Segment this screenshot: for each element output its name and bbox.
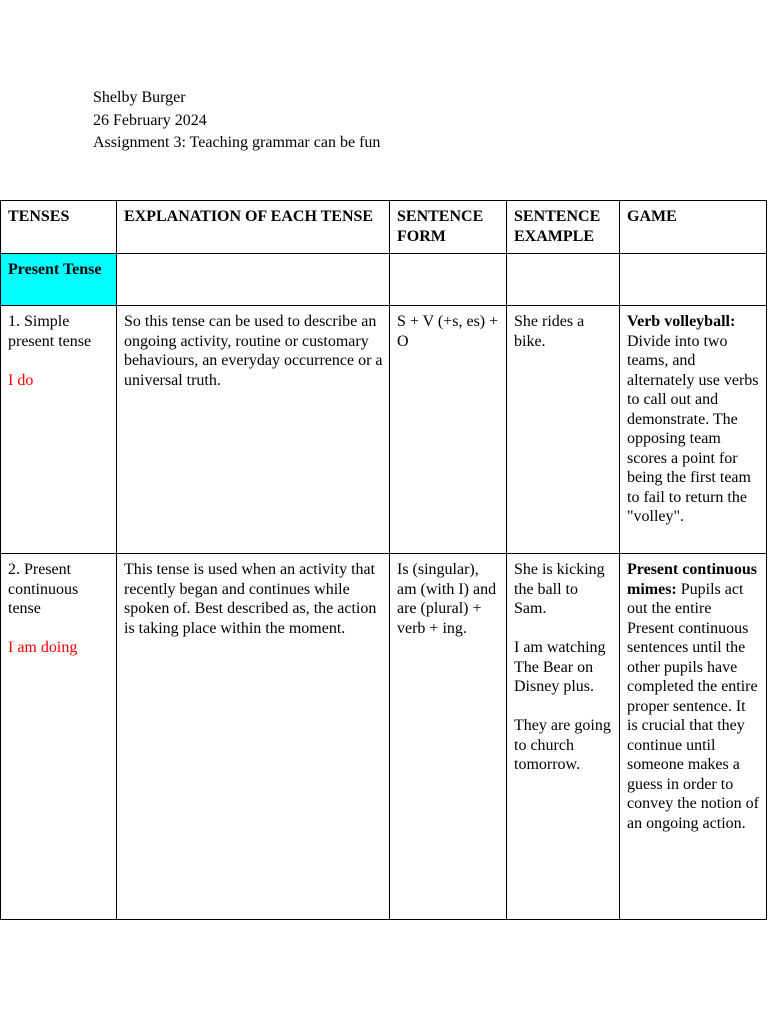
tenses-table	[0, 200, 767, 920]
section-row-present-tense	[1, 254, 767, 306]
sentence-form-cell	[390, 306, 507, 554]
sentence-form: S + V (+s, es) + O	[397, 313, 499, 350]
game-cell	[620, 554, 767, 920]
sentence-example: I am watching The Bear on Disney plus.	[514, 639, 606, 695]
sentence-example: They are going to church tomorrow.	[514, 717, 611, 773]
game-description: Pupils act out the entire Present continuous sentences until the other pupils have completed the entire proper sentence. It is crucial that they continue until someone makes a guess in order to convey the notion of an ongoing action.	[627, 580, 759, 832]
column-header-sentence-form: SENTENCE FORM	[390, 201, 507, 254]
column-header-sentence-example: SENTENCE EXAMPLE	[507, 201, 620, 254]
tense-name: 2. Present continuous tense	[8, 561, 79, 617]
tense-cell	[1, 554, 117, 920]
sentence-form: Is (singular), am (with I) and are (plural) + verb + ing.	[397, 561, 497, 637]
tense-explanation: So this tense can be used to describe an ongoing activity, routine or customary behaviours, an everyday occurrence or a universal truth.	[124, 313, 383, 389]
empty-cell	[620, 254, 767, 306]
table-row	[1, 554, 767, 920]
tense-explanation: This tense is used when an activity that recently began and continues while spoken of. Best described as, the action is taking place within the moment.	[124, 561, 377, 637]
game-title: Present continuous mimes:	[627, 561, 757, 598]
game-description: Divide into two teams, and alternately use verbs to call out and demonstrate. The opposing team scores a point for being the first team to fail to return the "volley".	[627, 332, 759, 525]
sentence-example: She is kicking the ball to Sam.	[514, 561, 605, 617]
document-header	[93, 87, 380, 155]
explanation-cell	[117, 554, 390, 920]
empty-cell	[507, 254, 620, 306]
tense-example: I do	[8, 371, 34, 389]
sentence-form-cell	[390, 554, 507, 920]
tense-example: I am doing	[8, 639, 78, 656]
column-header-game: GAME	[620, 201, 767, 254]
table-header-row	[1, 201, 767, 254]
author-name: Shelby Burger	[93, 89, 186, 106]
empty-cell	[117, 254, 390, 306]
table-row	[1, 306, 767, 554]
column-header-tenses: TENSES	[1, 201, 117, 254]
sentence-example: She rides a bike.	[514, 313, 585, 350]
game-cell	[620, 306, 767, 554]
section-label-present-tense: Present Tense	[1, 254, 117, 306]
game-title: Verb volleyball:	[627, 313, 736, 330]
assignment-title: Assignment 3: Teaching grammar can be fun	[93, 134, 381, 151]
sentence-example-cell	[507, 306, 620, 554]
empty-cell	[390, 254, 507, 306]
tense-name: 1. Simple present tense	[8, 313, 92, 350]
tense-cell	[1, 306, 117, 554]
column-header-explanation: EXPLANATION OF EACH TENSE	[117, 201, 390, 254]
sentence-example-cell	[507, 554, 620, 920]
explanation-cell	[117, 306, 390, 554]
document-date: 26 February 2024	[93, 111, 207, 129]
